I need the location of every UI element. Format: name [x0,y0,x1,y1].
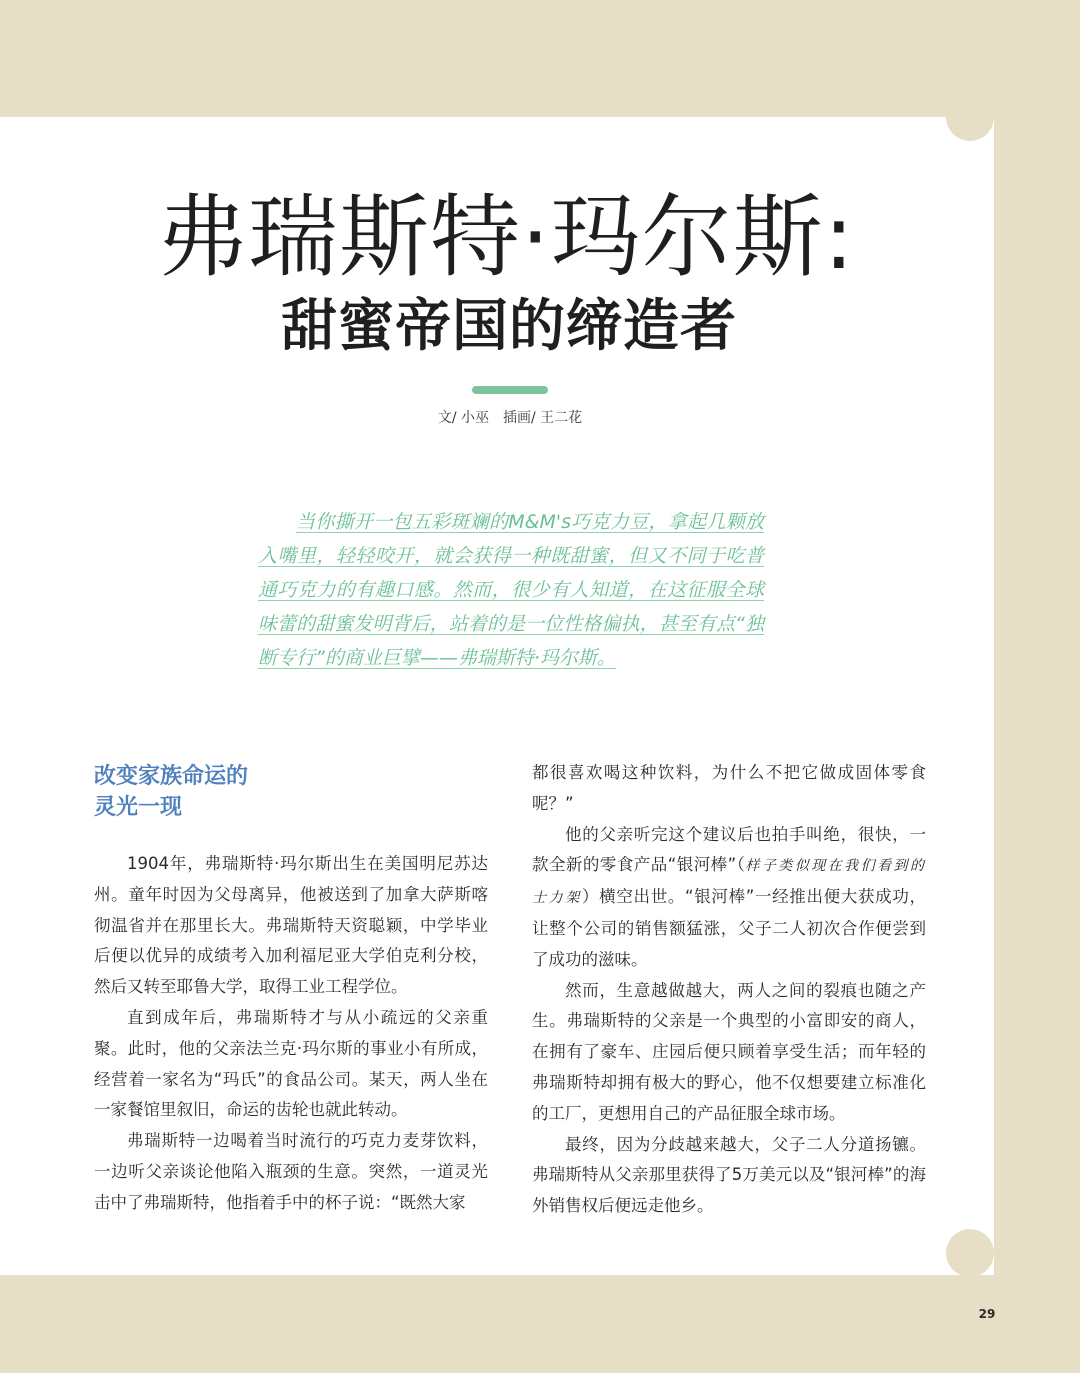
body-paragraph [532,820,926,976]
body-text: ）横空出世。“银河棒”一经推出便大获成功，让整个公司的销售额猛涨，父子二人初次合作便尝到了成功的滋味。 [532,887,926,969]
left-column [94,849,488,1219]
intro-text: 当你撕开一包五彩斑斓的M&M's巧克力豆，拿起几颗放入嘴里，轻轻咬开，就会获得一种既甜蜜，但又不同于吃普通巧克力的有趣口感。然而，很少有人知道，在这征服全球味蕾的甜蜜发明背后，站着的是一位性格偏执，甚至有点“独断专行”的商业巨擘——弗瑞斯特·玛尔斯。 [258,511,764,669]
body-paragraph: 然而，生意越做越大，两人之间的裂痕也随之产生。弗瑞斯特的父亲是一个典型的小富即安的商人，在拥有了豪车、庄园后便只顾着享受生活；而年轻的弗瑞斯特却拥有极大的野心，他不仅想要建立标准化的工厂，更想用自己的产品征服全球市场。 [532,980,926,1123]
section-heading-line2: 灵光一现 [94,795,183,820]
body-text: 他的父亲听完这个建议后也拍手叫绝，很快，一款全新的零食产品“银河棒”（ [532,824,926,875]
body-paragraph: 弗瑞斯特一边喝着当时流行的巧克力麦芽饮料，一边听父亲谈论他陷入瓶颈的生意。突然，一道灵光击中了弗瑞斯特，他指着手中的杯子说：“既然大家 [94,1131,488,1212]
body-paragraph: 直到成年后，弗瑞斯特才与从小疏远的父亲重聚。此时，他的父亲法兰克·玛尔斯的事业小有所成，经营着一家名为“玛氏”的食品公司。某天，两人坐在一家餐馆里叙旧，命运的齿轮也就此转动。 [94,1007,488,1120]
corner-notch-top [946,93,994,141]
title-accent-bar [472,386,548,394]
page-number: 29 [978,1307,996,1321]
corner-notch-bottom [946,1229,994,1277]
aside-note: 样子类似现在我们看到的士力架 [532,858,927,907]
intro-paragraph [258,505,764,675]
body-paragraph: 最终，因为分歧越来越大，父子二人分道扬镳。弗瑞斯特从父亲那里获得了5万美元以及“银河棒”的海外销售权后便远走他乡。 [532,1134,926,1216]
article-subtitle: 甜蜜帝国的缔造者 [281,294,737,359]
page-card-edge [970,117,994,1275]
body-paragraph: 1904年，弗瑞斯特·玛尔斯出生在美国明尼苏达州。童年时因为父母离异，他被送到了加拿大萨斯喀彻温省并在那里长大。弗瑞斯特天资聪颖，中学毕业后便以优异的成绩考入加利福尼亚大学伯克利分校，然后又转至耶鲁大学，取得工业工程学位。 [94,854,488,997]
right-column [532,758,926,1222]
byline: 文/ 小巫 插画/ 王二花 [437,410,583,426]
body-paragraph-continuation: 都很喜欢喝这种饮料，为什么不把它做成固体零食呢？” [532,763,926,813]
article-title: 弗瑞斯特·玛尔斯: [157,185,855,290]
section-heading-line1: 改变家族命运的 [94,764,249,789]
section-heading [94,761,394,823]
